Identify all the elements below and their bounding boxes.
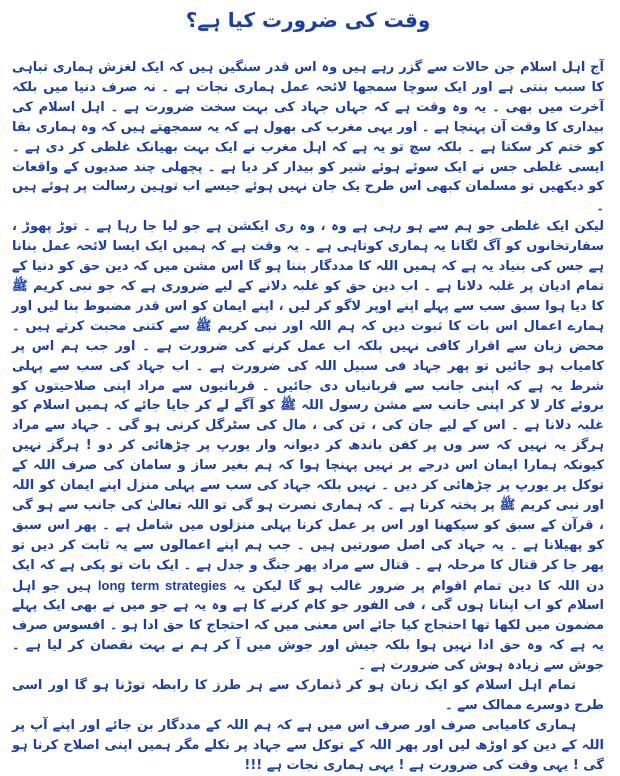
paragraph-1: [12, 58, 604, 217]
paragraph-2-text-after: ہیں جو اہل اسلام کو اب اپنانا ہوں گی ، فی الفور جو کام کرنے کا ہے وہ یہ ہے جو میں نے بھی ایک پہلے مضمون میں لکھا تھا احتجاج کیا جائے اس معنی میں کہ احتجاج کا حق ادا ہو ۔ افسوس صرف یہ ہے کہ وہ حق ادا نہیں ہوا بلکہ جیش اور جوش میں آ کر ہم نے بہت نقصان کر لیا ہے ۔ جوش سے زیادہ ہوش کی ضرورت ہے ۔: [12, 578, 604, 674]
article-body: [12, 58, 604, 776]
paragraph-2-text: لیکن ایک غلطی جو ہم سے ہو رہی ہے وہ ، وہ ری ایکشن ہے جو لیا جا رہا ہے ۔ توڑ پھوڑ ، سفارتخانوں کو آگ لگانا یہ ہماری کوتاہی ہے ۔ یہ وقت ہے کہ ہمیں ایک ایسا لائحہ عمل بنانا ہے جس کی بنیاد یہ ہے کہ ہمیں اللہ کا مددگار بننا ہو گا اس مشن میں کہ دین حق کو دنیا کے تمام ادیان پر غلبہ دلانا ہے ۔ اب دین حق کو غلبہ دلانے کے لیے ضروری ہے کہ جو نبی کریم ﷺ کا دیا ہوا سبق سب سے پہلے اپنے اوپر لاگو کر لیں ، اپنے ایمان کو اس قدر مضبوط بنا لیں اور ہمارے اعمال اس بات کا ثبوت دیں کہ ہم اللہ اور نبی کریم ﷺ سے کتنی محبت کرتے ہیں ۔ محض زبان سے اقرار کافی نہیں بلکہ اب عمل کرنے کی ضرورت ہے ۔ اور جب ہم اس پر کامیاب ہو جائیں تو پھر جہاد فی سبیل اللہ کی ضرورت ہے ۔ اب جہاد کی سب سے پہلی شرط یہ ہے کہ اپنی جانب سے قربانیاں دی جائیں ۔ قربانیوں سے مراد اپنی صلاحیتوں کو بروئے کار لا کر اپنی جانب سے مشن رسول اللہ ﷺ کو آگے لے کر جایا جائے کہ ہمیں اسلام کو غلبہ دلانا ہے ۔ اس کے لیے جان کی ، تن کی ، مال کی سٹرگل کرنی ہو گی ۔ جہاد سے مراد ہرگز یہ نہیں کہ سر وں پر کفن باندھ کر دیوانہ وار یورپ پر چڑھائی کر دو ! ہرگز نہیں کیونکہ ہمارا ایمان اس درجے پر نہیں پہنچا ہوا کہ ہم بغیر ساز و سامان کی صرف اللہ کے توکل پر یورپ پر چڑھائی کر دیں ۔ نہیں بلکہ جہاد کی سب سے پہلی منزل اپنے ایمان کو اللہ اور نبی کریم ﷺ پر پختہ کرنا ہے ۔ کہ ہماری نصرت ہو گی تو اللہ تعالیٰ کی جانب سے ہو گی ، قرآن کے سبق کو سیکھنا اور اس پر عمل کرنا پہلی منزلوں میں شامل ہے ۔ پھر اس سبق کو پھیلانا ہے ۔ یہ جہاد کی اصل صورتیں ہیں ۔ جب ہم اپنے اعمالوں سے یہ ثابت کر دیں تو پھر جا کر قتال کا مرحلہ ہے ۔ قتال سے مراد پھر جنگ و جدل ہے ۔ ایک بات تو پکی ہے کہ ایک دن اللہ کا دین تمام اقوام پر ضرور غالب ہو گا لیکن یہ: [12, 219, 604, 594]
paragraph-4-text: ہماری کامیابی صرف اور صرف اس میں ہے کہ ہم اللہ کے مددگار بن جائے اور اپنے آپ پر اللہ کے دین کو اوڑھ لیں اور پھر اللہ کے توکل سے جہاد پر نکلے مگر ہمیں اپنی اصلاح کرنا ہو گی ! یہی وقت کی ضرورت ہے ! یہی ہماری نجات ہے !!!: [12, 717, 604, 773]
article-title: وقت کی ضرورت کیا ہے؟: [185, 8, 431, 32]
paragraph-3-text: تمام اہل اسلام کو ایک زبان ہو کر ڈنمارک سے ہر طرز کا رابطہ توڑنا ہو گا اور اسی طرح دوسرے ممالک سے ۔: [12, 678, 604, 713]
paragraph-1-text: آج اہل اسلام جن حالات سے گزر رہے ہیں وہ اس قدر سنگین ہیں کہ ایک لغزش ہماری تباہی کا سبب بنتی ہے اور ایک سوچا سمجھا لائحہ عمل ہماری نجات ہے ۔ نہ صرف دنیا میں بلکہ آخرت میں بھی ۔ یہ وہ وقت ہے کہ جہاں جہاد کی بہت سخت ضرورت ہے ۔ اہل اسلام کی بیداری کا وقت آن پہنچا ہے ۔ اور یہی مغرب کی بھول ہے کہ یہ سمجھتے ہیں کہ وہ ہماری بقا کو ختم کر سکتا ہے ۔ بلکہ سچ تو یہ ہے کہ اہل مغرب نے ایک بہت بھیانک غلطی کر دی ہے ۔ ایسی غلطی جس نے ایک سوئے ہوئے شیر کو بیدار کر دیا ہے ۔ پچھلی چند صدیوں کے واقعات کو دیکھیں تو مسلمان کبھی اس طرح یک جان نہیں ہوئے جیسے اب توہین رسالت پر ہوئے ہیں ۔: [12, 60, 604, 215]
english-phrase: long term strategies: [97, 577, 227, 593]
paragraph-3: [12, 676, 604, 716]
paragraph-2: [12, 217, 604, 676]
